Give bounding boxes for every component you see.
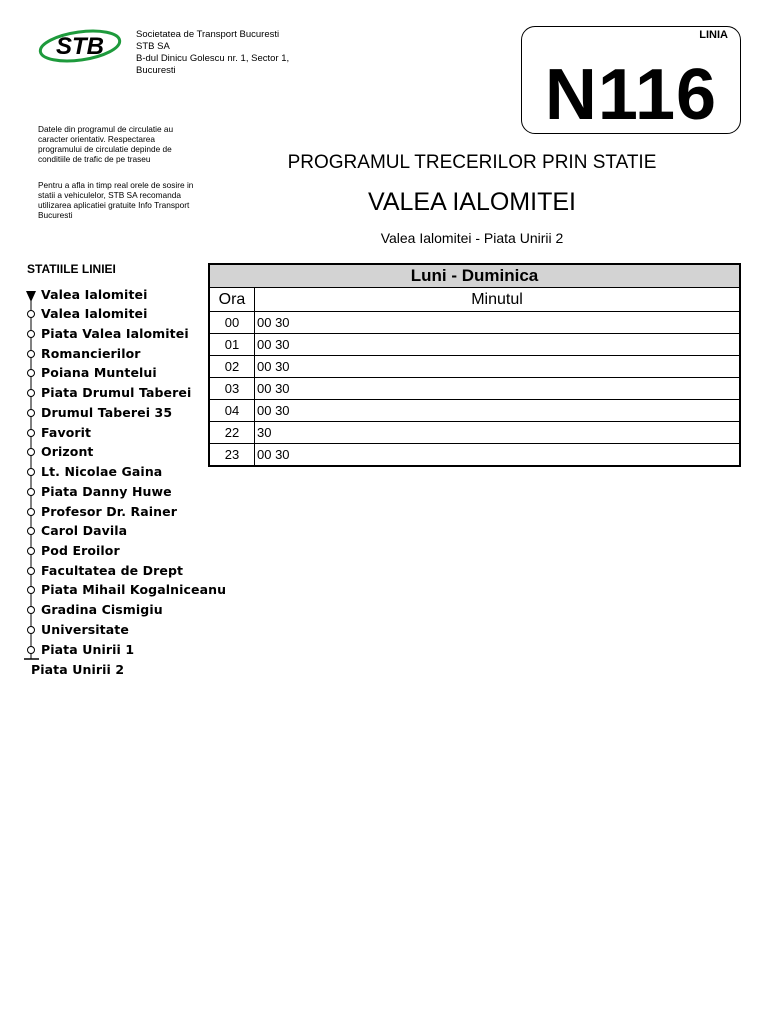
minutes-cell: 00 30 [255,356,741,378]
station-item: Poiana Muntelui [41,365,157,380]
disclaimer-line: caracter orientativ. Respectarea [38,134,155,144]
station-item: Romancierilor [41,346,141,361]
disclaimer-line: Pentru a afla in timp real orele de sosire in [38,180,194,190]
hour-cell: 23 [209,444,255,467]
column-header-hour: Ora [209,288,255,312]
stop-circle-icon [28,410,35,417]
stations-list [0,0,230,690]
stop-circle-icon [28,627,35,634]
station-item: Profesor Dr. Rainer [41,504,178,519]
table-row [209,334,740,356]
minutes-cell: 00 30 [255,444,741,467]
schedule-table [208,263,741,467]
station-item: Piata Unirii 1 [41,642,135,657]
logo-text: STB [56,33,104,60]
minutes-cell: 00 30 [255,312,741,334]
page-title: PROGRAMUL TRECERILOR PRIN STATIE [287,152,657,173]
stop-circle-icon [28,351,35,358]
disclaimer-line: statii a vehiculelor, STB SA recomanda [38,190,181,200]
stop-circle-icon [28,390,35,397]
table-row [209,378,740,400]
stop-circle-icon [28,647,35,654]
table-row [209,356,740,378]
stop-circle-icon [28,469,35,476]
current-stop-marker-icon [26,291,36,302]
station-item: Valea Ialomitei [41,306,148,321]
stop-circle-icon [28,449,35,456]
route-subtitle: Valea Ialomitei - Piata Unirii 2 [380,230,564,246]
company-short: STB SA [136,41,170,52]
stop-circle-icon [28,489,35,496]
stop-circle-icon [28,370,35,377]
station-title: VALEA IALOMITEI [368,188,576,216]
line-label: LINIA [699,29,728,41]
company-city: Bucuresti [136,65,176,76]
stop-circle-icon [28,509,35,516]
column-header-minute: Minutul [255,288,741,312]
minutes-cell: 00 30 [255,378,741,400]
company-name: Societatea de Transport Bucuresti [136,29,280,40]
minutes-cell: 00 30 [255,334,741,356]
company-address: B-dul Dinicu Golescu nr. 1, Sector 1, [136,53,290,64]
station-item: Orizont [41,444,94,459]
station-item: Drumul Taberei 35 [41,405,173,420]
hour-cell: 02 [209,356,255,378]
station-item: Piata Drumul Taberei [41,385,192,400]
line-number: N116 [544,55,718,135]
schedule-day-header: Luni - Duminica [209,264,740,288]
stop-circle-icon [28,311,35,318]
stop-circle-icon [28,568,35,575]
hour-cell: 22 [209,422,255,444]
stop-circle-icon [28,587,35,594]
station-item: Pod Eroilor [41,543,120,558]
station-item-terminus: Piata Unirii 2 [31,662,125,677]
table-row [209,422,740,444]
station-item: Valea Ialomitei [41,287,148,302]
station-item: Piata Mihail Kogalniceanu [41,582,227,597]
hour-cell: 00 [209,312,255,334]
disclaimer-line: programului de circulatie depinde de [38,144,172,154]
stop-circle-icon [28,430,35,437]
disclaimer-line: conditiile de trafic de pe traseu [38,154,151,164]
disclaimer-line: utilizarea aplicatiei gratuite Info Transport [38,200,190,210]
station-item: Universitate [41,622,129,637]
station-item: Facultatea de Drept [41,563,184,578]
hour-cell: 03 [209,378,255,400]
disclaimer-line: Bucuresti [38,210,73,220]
table-row [209,444,740,467]
station-item: Piata Valea Ialomitei [41,326,189,341]
hour-cell: 01 [209,334,255,356]
stations-heading: STATIILE LINIEI [27,262,116,276]
stop-circle-icon [28,548,35,555]
stop-circle-icon [28,528,35,535]
line-number-box [521,26,741,134]
station-item: Gradina Cismigiu [41,602,163,617]
stop-circle-icon [28,331,35,338]
station-item: Lt. Nicolae Gaina [41,464,163,479]
hour-cell: 04 [209,400,255,422]
station-item: Carol Davila [41,523,128,538]
station-item: Piata Danny Huwe [41,484,172,499]
station-item: Favorit [41,425,92,440]
table-row [209,400,740,422]
minutes-cell: 00 30 [255,400,741,422]
minutes-cell: 30 [255,422,741,444]
table-row [209,312,740,334]
stop-circle-icon [28,607,35,614]
disclaimer-line: Datele din programul de circulatie au [38,124,174,134]
